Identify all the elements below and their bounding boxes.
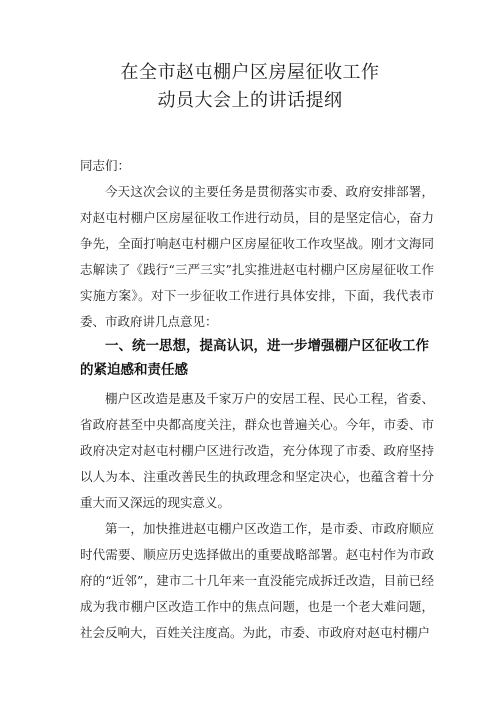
document-title-line-1: 在全市赵屯棚户区房屋征收工作 — [120, 62, 380, 83]
paragraph-first-point: 第一，加快推进赵屯棚户区改造工作，是市委、市政府顺应时代需要、顺应历史选择做出的重要战略部署。赵屯村作为市政府的“近邻”，建市二十几年来一直没能完成拆迁改造，目前已经成为我市棚户区改造工作中的焦点问题，也是一个老大难问题，社会反响大，百姓关注度高。为此，市委、市政府对赵屯村棚户 — [80, 521, 434, 640]
salutation: 同志们： — [80, 158, 131, 173]
paragraph-section-1: 棚户区改造是惠及千家万户的安居工程、民心工程，省委、省政府甚至中央都高度关注，群众也普遍关心。今年，市委、市政府决定对赵屯村棚户区进行改造，充分体现了市委、政府坚持以人为本、注重改善民生的执政理念和坚定决心，也蕴含着十分重大而又深远的现实意义。 — [80, 391, 434, 510]
paragraph-intro: 今天这次会议的主要任务是贯彻落实市委、政府安排部署，对赵屯村棚户区房屋征收工作进行动员，目的是坚定信心，奋力争先，全面打响赵屯村棚户区房屋征收工作攻坚战。刚才文海同志解读了《践行“三严三实”扎实推进赵屯村棚户区房屋征收工作实施方案》。对下一步征收工作进行具体安排，下面，我代表市委、市政府讲几点意见： — [80, 184, 434, 329]
section-heading-1: 一、统一思想，提高认识，进一步增强棚户区征收工作的紧迫感和责任感 — [80, 338, 429, 378]
document-title-line-2: 动员大会上的讲话提纲 — [157, 90, 343, 111]
